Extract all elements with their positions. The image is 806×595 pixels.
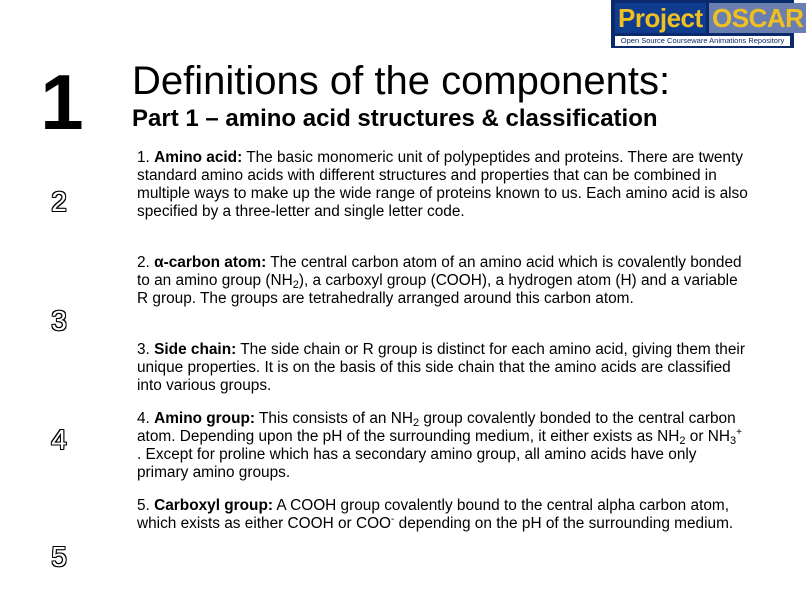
superscript: - <box>391 514 395 525</box>
logo-word-oscar: OSCAR <box>709 3 806 33</box>
definition-term: Amino group: <box>154 410 255 427</box>
definition-term: Amino acid: <box>154 149 243 166</box>
slide-number-4: 4 <box>51 424 67 455</box>
definition-text: or NH <box>689 428 730 445</box>
superscript: + <box>736 427 742 438</box>
alpha-symbol: α <box>154 254 164 271</box>
subscript: 3 <box>730 435 737 447</box>
definition-side-chain <box>137 341 749 395</box>
definition-text: depending on the pH of the surrounding medium. <box>398 515 734 532</box>
definition-term: -carbon atom: <box>163 254 267 271</box>
page-title: Definitions of the components: <box>132 59 671 103</box>
definition-number: 3. <box>137 341 150 358</box>
definition-term: Carboxyl group: <box>154 497 273 514</box>
definition-text: A COOH group covalently bound to the central alpha carbon atom, which exists as either COOH or COO <box>137 497 730 532</box>
definition-text: This consists of an NH <box>259 410 413 427</box>
page-subtitle: Part 1 – amino acid structures & classification <box>132 105 658 132</box>
slide-number-1: 1 <box>40 58 84 146</box>
definition-amino-group <box>137 410 749 482</box>
definition-term: Side chain: <box>154 341 237 358</box>
project-oscar-logo <box>611 0 804 48</box>
definition-text: The central carbon atom of an amino acid which is covalently bonded to an amino group (NH <box>137 254 742 289</box>
definition-number: 5. <box>137 497 150 514</box>
slide-number-5: 5 <box>51 541 67 572</box>
slide-number-2: 2 <box>51 186 67 217</box>
definition-carboxyl-group <box>137 497 749 533</box>
logo-tagline: Open Source Courseware Animations Repository <box>615 36 790 46</box>
definition-amino-acid <box>137 149 749 221</box>
subscript: 2 <box>679 435 686 447</box>
definition-text: ), a carboxyl group (COOH), a hydrogen atom (H) and a variable R group. The groups are tetrahedrally arranged around this carbon atom. <box>137 272 738 307</box>
definition-text: The side chain or R group is distinct for each amino acid, giving them their unique properties. It is on the basis of this side chain that the amino acids are classified into various groups. <box>137 341 745 394</box>
subscript: 2 <box>412 417 420 429</box>
definition-number: 2. <box>137 254 150 271</box>
subscript: 2 <box>292 279 299 291</box>
definition-text: . Except for proline which has a secondary amino group, all amino acids have only primary amino groups. <box>137 446 697 481</box>
definition-text: group covalently bonded to the central carbon atom. Depending upon the pH of the surrounding medium, it either exists as NH <box>137 410 736 445</box>
definition-number: 4. <box>137 410 150 427</box>
definition-alpha-carbon <box>137 254 749 308</box>
logo-word-project: Project <box>615 3 706 33</box>
slide-number-3: 3 <box>51 305 67 336</box>
definition-number: 1. <box>137 149 150 166</box>
definition-text: The basic monomeric unit of polypeptides and proteins. There are twenty standard amino acids with different structures and properties that can be combined in multiple ways to make up the wide range of proteins known to us. Each amino acid is also specified by a three-letter and single letter code. <box>137 149 748 220</box>
